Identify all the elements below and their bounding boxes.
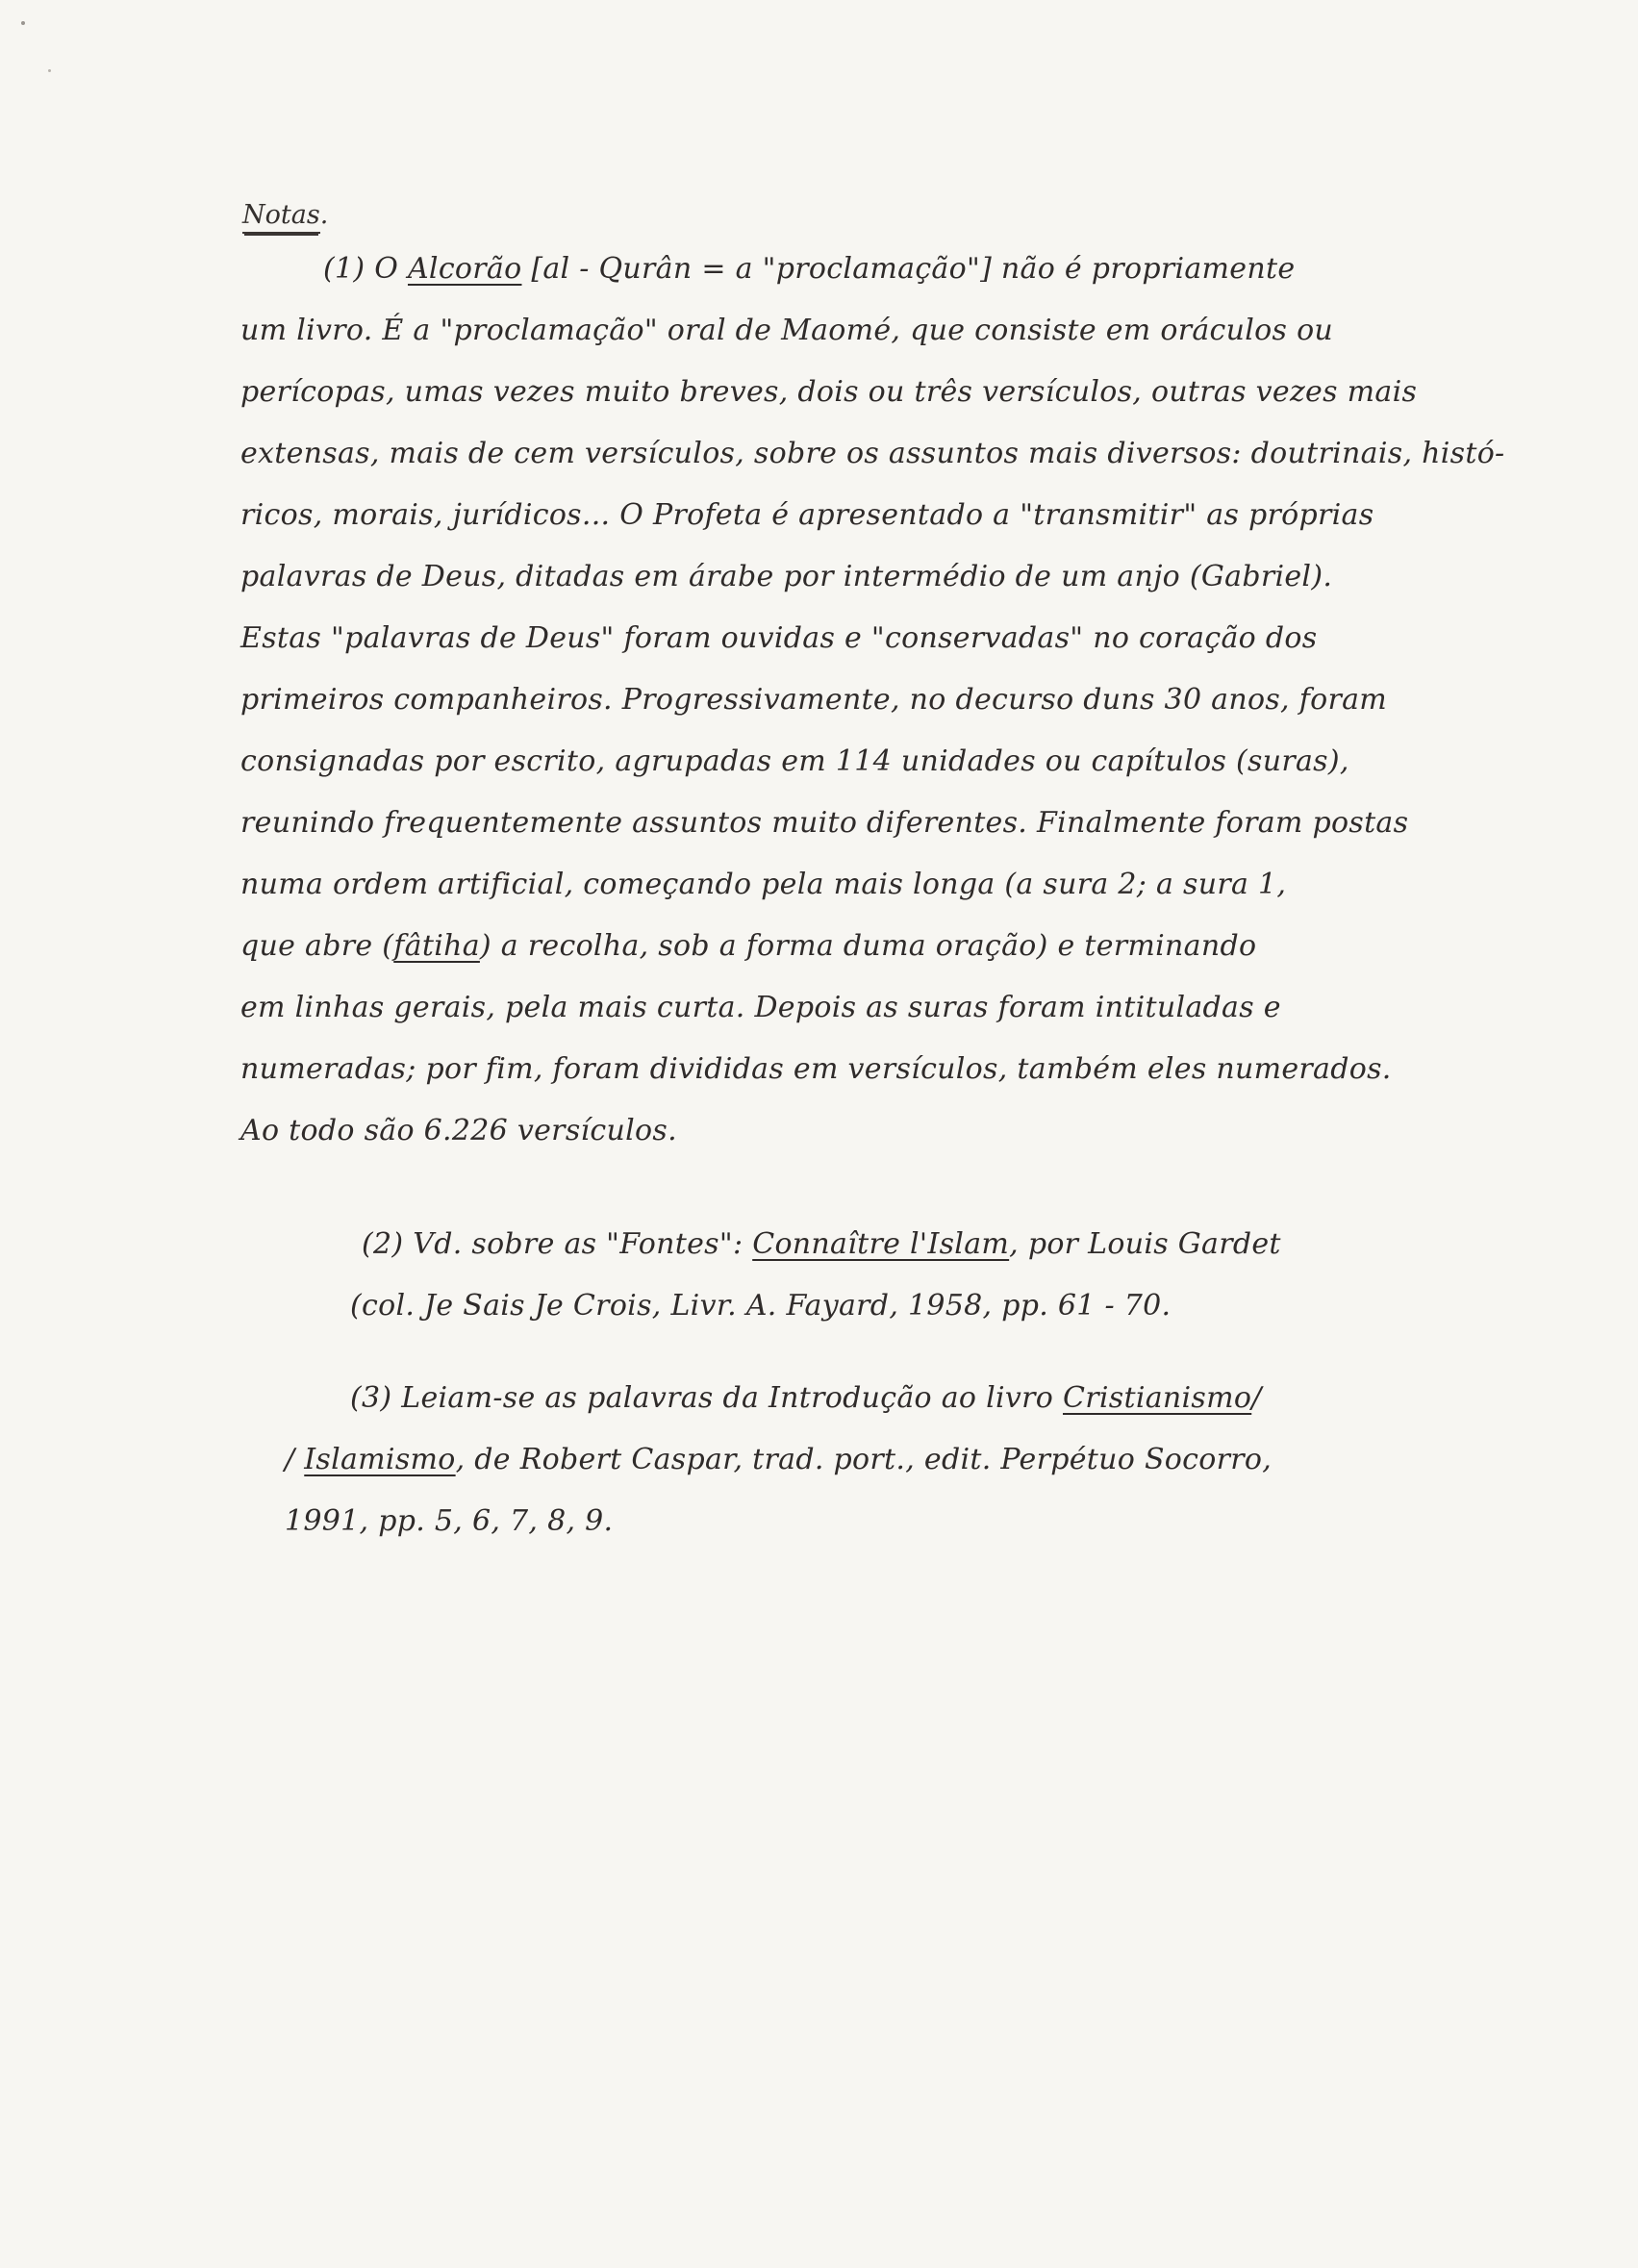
paper-speck [48,69,51,72]
underlined-title: Connaître l'Islam [752,1227,1010,1261]
line-text: (1) O [323,252,408,286]
note1-line: ricos, morais, jurídicos... O Profeta é apresentado a "transmitir" as próprias [240,498,1374,532]
note1-line: em linhas gerais, pela mais curta. Depois as suras foram intituladas e [240,991,1281,1024]
note-1 [240,239,1535,1162]
note-2 [285,1214,1535,1337]
underlined-title: Cristianismo [1062,1381,1252,1415]
note1-line: Estas "palavras de Deus" foram ouvidas e "conservadas" no coração dos [240,621,1318,655]
paper-speck [21,21,25,25]
line-text: (3) Leiam-se as palavras da Introdução ao livro [350,1381,1063,1415]
note1-line: numeradas; por fim, foram divididas em versículos, também eles numerados. [240,1052,1392,1086]
note1-line: primeiros companheiros. Progressivamente, no decurso duns 30 anos, foram [240,683,1388,717]
note1-line [240,916,1535,977]
notes-heading-text: Notas [242,200,320,234]
underlined-title: Islamismo [304,1443,456,1476]
line-text: / [1251,1381,1262,1415]
note1-line: extensas, mais de cem versículos, sobre os assuntos mais diversos: doutrinais, histó- [240,437,1505,470]
note1-line: reunindo frequentemente assuntos muito diferentes. Finalmente foram postas [240,806,1409,840]
line-text: ) a recolha, sob a forma duma oração) e terminando [479,929,1257,963]
note1-line: consignadas por escrito, agrupadas em 114 unidades ou capítulos (suras), [240,744,1349,778]
note3-line [285,1429,1535,1491]
note2-line [362,1214,1535,1275]
line-text: , por Louis Gardet [1009,1227,1281,1261]
note3-line: 1991, pp. 5, 6, 7, 8, 9. [285,1504,614,1538]
note1-line: numa ordem artificial, começando pela mais longa (a sura 2; a sura 1, [240,868,1287,901]
note1-line: perícopas, umas vezes muito breves, dois ou três versículos, outras vezes mais [240,375,1418,409]
note2-line: (col. Je Sais Je Crois, Livr. A. Fayard, 1958, pp. 61 - 70. [350,1289,1172,1323]
line-text: [al - Qurân = a "proclamação"] não é propriamente [521,252,1296,286]
notes-heading [242,200,328,234]
heading-period: . [319,200,329,230]
underlined-title: fâtiha [393,929,480,963]
note3-line [350,1368,1535,1429]
note1-line: palavras de Deus, ditadas em árabe por intermédio de um anjo (Gabriel). [240,560,1333,593]
note1-line: Ao todo são 6.226 versículos. [240,1114,677,1147]
note1-line [323,239,1535,300]
line-text: que abre ( [240,929,394,963]
line-text: / [285,1443,305,1476]
line-text: (2) Vd. sobre as "Fontes": [362,1227,753,1261]
underlined-title: Alcorão [407,252,522,286]
line-text: , de Robert Caspar, trad. port., edit. Perpétuo Socorro, [455,1443,1273,1476]
note-3 [285,1368,1535,1552]
note1-line: um livro. É a "proclamação" oral de Maomé, que consiste em oráculos ou [240,314,1334,347]
